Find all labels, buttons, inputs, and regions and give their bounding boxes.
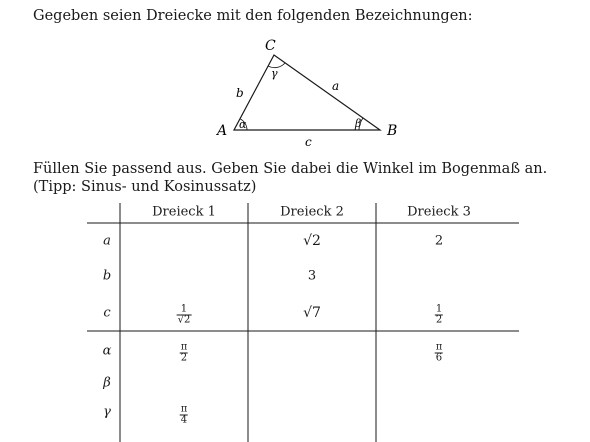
vertex-a-label: A [217,123,228,139]
vertex-c-label: C [265,38,276,54]
row-label-beta: β [103,375,111,391]
alpha-label: α [239,118,247,131]
instruction-line-1: Füllen Sie passend aus. Geben Sie dabei die Winkel im Bogenmaß an. [33,161,548,177]
header-dreieck-2: Dreieck 2 [280,204,344,220]
fraction-d3-alpha: $\frac{\pi}{6}$ [435,341,443,364]
cell-d3-c [435,301,443,326]
side-b-label: b [236,86,244,100]
gamma-label: γ [271,67,278,80]
fraction-d1-c: $\frac{1}{√2}$ [177,303,191,326]
fraction-d1-gamma: $\frac{\pi}{4}$ [180,403,188,426]
fraction-d1-alpha: $\frac{\pi}{2}$ [180,341,188,364]
cell-d1-c [177,301,192,326]
cell-d2-b: 3 [307,268,317,284]
fraction-d3-c: $\frac{1}{2}$ [435,303,443,326]
cell-d1-gamma [180,401,189,426]
cell-d3-a: 2 [434,233,444,249]
row-label-a: a [103,233,111,249]
row-label-c: c [103,305,111,321]
cell-d1-alpha [180,339,189,364]
intro-text: Gegeben seien Dreiecke mit den folgenden Bezeichnungen: [33,8,473,24]
cell-d2-a: √2 [303,233,321,249]
cell-d2-c: √7 [303,305,321,321]
instruction-line-2: (Tipp: Sinus- und Kosinussatz) [33,179,257,195]
row-label-b: b [102,268,112,284]
row-label-gamma: γ [103,404,111,420]
side-c-label: c [305,135,312,146]
vertex-b-label: B [387,123,398,139]
side-a-label: a [332,79,340,93]
header-dreieck-3: Dreieck 3 [407,204,471,220]
beta-label: β [355,117,362,130]
row-label-alpha: α [102,343,112,359]
cell-d3-alpha [435,339,444,364]
header-dreieck-1: Dreieck 1 [152,204,216,220]
